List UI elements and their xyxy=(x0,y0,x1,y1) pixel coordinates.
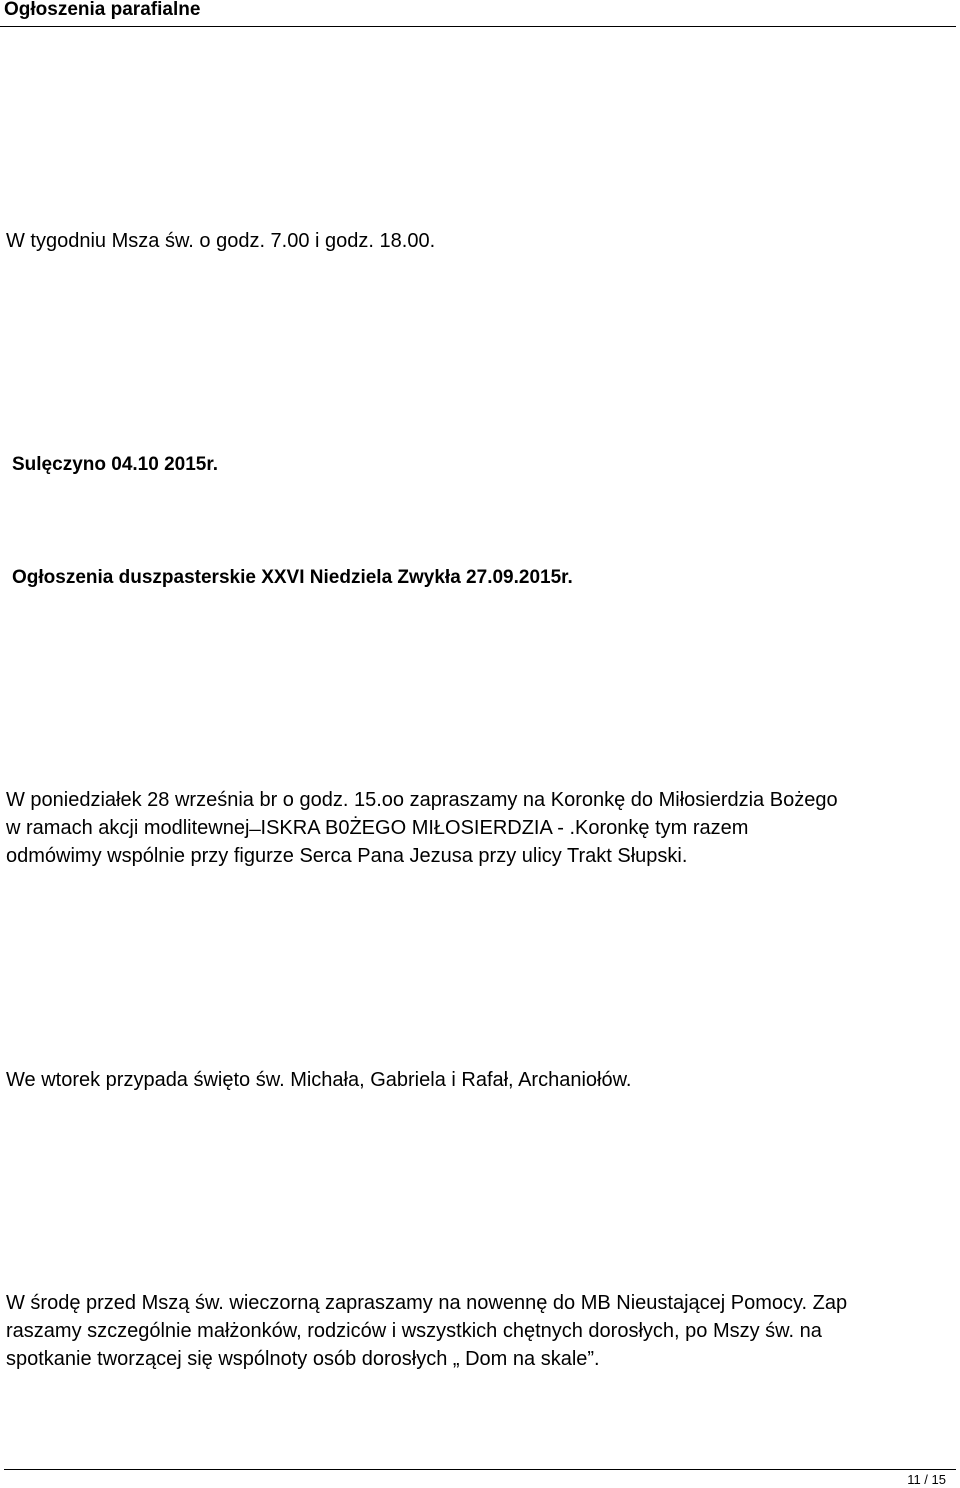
page-header xyxy=(0,0,956,27)
page-footer xyxy=(4,1469,956,1488)
wednesday-line: raszamy szczególnie małżonków, rodziców i wszystkich chętnych dorosłych, po Mszy św. na xyxy=(6,1320,822,1342)
wednesday-line: W środę przed Mszą św. wieczorną zapraszamy na nowennę do MB Nieustającej Pomocy. Zap xyxy=(6,1292,848,1314)
monday-line: odmówimy wspólnie przy figurze Serca Pana Jezusa przy ulicy Trakt Słupski. xyxy=(6,845,688,867)
wednesday-line: spotkanie tworzącej się wspólnoty osób dorosłych „ Dom na skale”. xyxy=(6,1348,600,1370)
tuesday-text: We wtorek przypada święto św. Michała, Gabriela i Rafał, Archaniołów. xyxy=(6,1069,632,1091)
weekday-masses-text: W tygodniu Msza św. o godz. 7.00 i godz. 18.00. xyxy=(6,230,436,252)
announcements-title: Ogłoszenia duszpasterskie XXVI Niedziela Zwykła 27.09.2015r. xyxy=(12,567,573,588)
place-date: Sulęczyno 04.10 2015r. xyxy=(12,454,218,475)
monday-line: w ramach akcji modlitewnej ̶ ISKRA B0ŻEGO MIŁOSIERDZIA - .Koronkę tym razem xyxy=(6,817,749,839)
monday-line: W poniedziałek 28 września br o godz. 15.oo zapraszamy na Koronkę do Miłosierdzia Bożego xyxy=(6,789,838,811)
page-number: 11 / 15 xyxy=(907,1472,946,1487)
header-title: Ogłoszenia parafialne xyxy=(4,0,201,20)
